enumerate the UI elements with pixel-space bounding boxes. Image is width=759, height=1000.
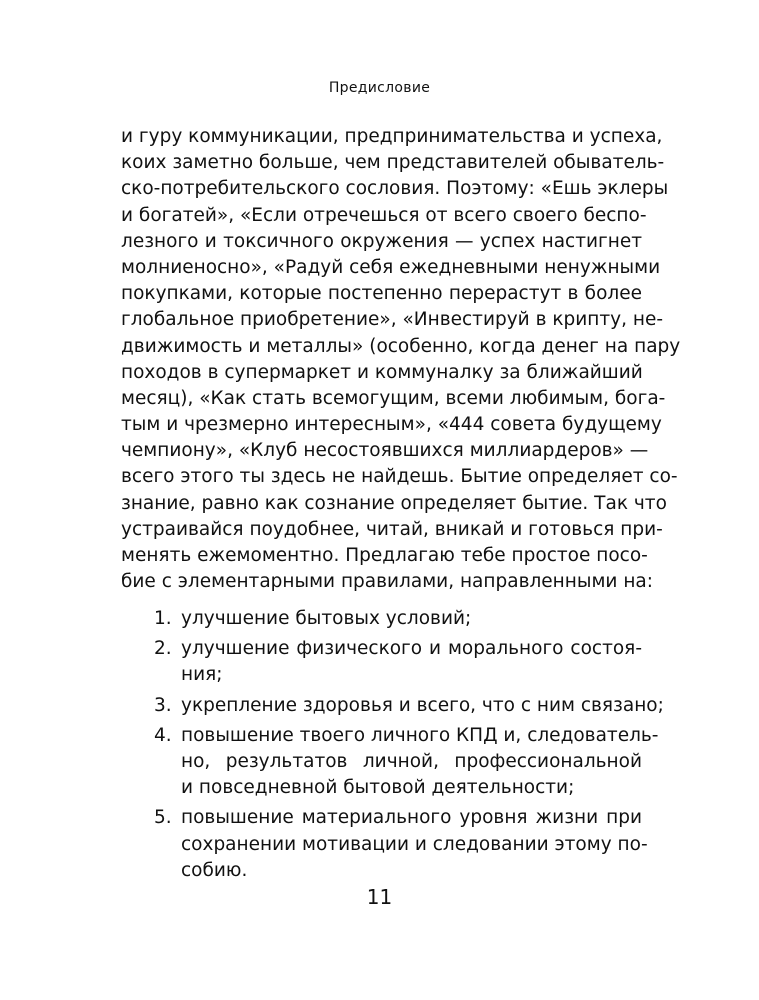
paragraph-line: чемпиону», «Клуб несостоявшихся миллиардеров» — (121, 440, 649, 462)
list-number: 4. (154, 724, 172, 746)
paragraph-line: устраивайся поудобнее, читай, вникай и готовься при- (121, 518, 663, 540)
paragraph-line: менять ежемоментно. Предлагаю тебе простое посо- (121, 545, 648, 566)
list-number: 1. (154, 608, 172, 629)
paragraph-line: молниеносно», «Радуй себя ежедневными ненужными (121, 256, 661, 278)
list-item-line: ния; (181, 664, 223, 686)
list-item-line: но, результатов личной, профессиональной (181, 750, 642, 772)
list-number: 2. (154, 638, 172, 660)
paragraph-line: походов в супермаркет и коммуналку за ближайший (121, 361, 643, 383)
list-item-line: укрепление здоровья и всего, что с ним связано; (181, 694, 664, 716)
paragraph-line: коих заметно больше, чем представителей обыватель- (121, 152, 665, 174)
list-item-line: повышение материального уровня жизни при (181, 807, 642, 829)
paragraph-line: всего этого ты здесь не найдешь. Бытие определяет со- (121, 466, 678, 488)
paragraph-line: глобальное приобретение», «Инвестируй в крипту, не- (121, 309, 664, 331)
list-item (121, 693, 664, 719)
list-item-line: сохранении мотивации и следовании этому по- (181, 833, 648, 855)
numbered-list (121, 606, 664, 888)
paragraph-line: тым и чрезмерно интересным», «444 совета будущему (121, 414, 662, 436)
paragraph-line: лезного и токсичного окружения — успех настигнет (121, 230, 642, 252)
list-number: 3. (154, 694, 172, 716)
paragraph-line: и богатей», «Если отречешься от всего своего беспо- (121, 204, 647, 226)
running-head: Предисловие (328, 80, 431, 96)
paragraph-line: знание, равно как сознание определяет бытие. Так что (121, 492, 667, 514)
paragraph-line: и гуру коммуникации, предпринимательства и успеха, (121, 126, 663, 147)
list-item (121, 723, 659, 802)
page-number: 11 (366, 885, 393, 909)
list-item-line: улучшение бытовых условий; (181, 608, 472, 629)
list-item (121, 606, 642, 632)
list-item-line: и повседневной бытовой деятельности; (181, 777, 575, 799)
paragraph-line: ско-потребительского сословия. Поэтому: «Ешь эклеры (121, 178, 669, 200)
main-paragraph (121, 124, 681, 595)
list-item-line: повышение твоего личного КПД и, следователь- (181, 724, 659, 746)
paragraph-line: покупками, которые постепенно перерастут в более (121, 283, 642, 305)
list-item (121, 636, 642, 688)
list-item-line: собию. (181, 859, 248, 881)
paragraph-line: движимость и металлы» (особенно, когда денег на пару (121, 335, 681, 357)
paragraph-line: бие с элементарными правилами, направленными на: (121, 571, 654, 593)
list-item (121, 805, 648, 884)
paragraph-line: месяц), «Как стать всемогущим, всеми любимым, бога- (121, 387, 666, 409)
list-number: 5. (154, 807, 172, 829)
list-item-line: улучшение физического и морального состоя- (181, 638, 642, 660)
